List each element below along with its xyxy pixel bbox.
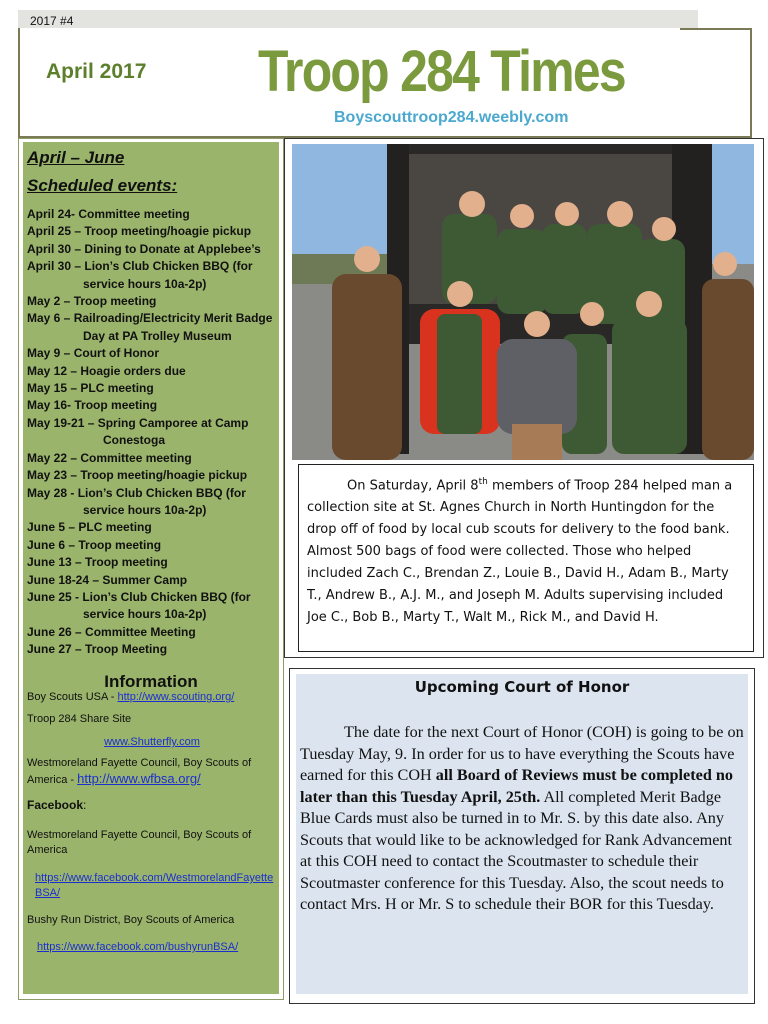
troop-group-photo xyxy=(292,144,754,460)
event-item xyxy=(27,380,277,397)
event-text-continued: Conestoga xyxy=(103,433,166,448)
event-text: June 18-24 – Summer Camp xyxy=(27,572,188,587)
group-photo-illustration xyxy=(292,144,754,460)
event-item xyxy=(27,537,277,554)
event-item xyxy=(27,223,277,240)
event-text: June 26 – Committee Meeting xyxy=(27,624,196,639)
event-text: May 9 – Court of Honor xyxy=(27,346,160,361)
event-item xyxy=(27,241,277,258)
event-text: May 12 – Hoagie orders due xyxy=(27,363,186,378)
issue-number: 2017 #4 xyxy=(30,14,74,28)
facebook-label: Facebook xyxy=(27,798,84,812)
event-text: June 5 – PLC meeting xyxy=(27,520,152,535)
event-text: May 2 – Troop meeting xyxy=(27,294,157,309)
info-share xyxy=(27,735,277,750)
event-text-continued: service hours 10a-2p) xyxy=(83,502,207,517)
event-text: May 22 – Committee meeting xyxy=(27,450,192,465)
event-item xyxy=(27,641,277,658)
sidebar xyxy=(23,142,279,994)
website-link[interactable]: Boyscouttroop284.weebly.com xyxy=(334,109,569,126)
info-bsa-label: Boy Scouts USA - xyxy=(27,691,118,703)
event-item xyxy=(27,450,277,467)
scouting-org-link[interactable]: http://www.scouting.org/ xyxy=(117,691,235,703)
event-item xyxy=(27,415,277,450)
caption-paragraph xyxy=(307,471,745,629)
facebook-bushyrun-link[interactable]: https://www.facebook.com/bushyrunBSA/ xyxy=(37,941,239,953)
issue-month: April 2017 xyxy=(46,60,147,83)
event-text: June 25 - Lion’s Club Chicken BBQ (for xyxy=(27,589,251,604)
info-wfc-label: Westmoreland Fayette Council, Boy Scouts of America - xyxy=(27,757,252,786)
court-of-honor-section xyxy=(296,674,748,994)
event-item xyxy=(27,467,277,484)
event-text: May 19-21 – Spring Camporee at Camp xyxy=(27,415,249,430)
info-fb-bushy xyxy=(27,913,277,928)
wfbsa-link[interactable]: http://www.wfbsa.org/ xyxy=(77,771,201,786)
event-text: April 24- Committee meeting xyxy=(27,207,190,221)
event-item xyxy=(27,554,277,571)
info-fb-wfc xyxy=(27,828,277,858)
event-text: May 23 – Troop meeting/hoagie pickup xyxy=(27,468,248,483)
event-item xyxy=(27,519,277,536)
event-text: June 13 – Troop meeting xyxy=(27,555,168,570)
coh-text-part2: All completed Merit Badge Blue Cards must also be turned in to Mr. S. by this date also. Any Scouts that would like to be acknowledged for Rank Advancement at this COH need to contact the Scoutmaster to schedule their Scoutmaster conference for this Tuesday. Also, the scout needs to contact Mrs. H or Mr. S to schedule their BOR for this Tuesday. xyxy=(300,787,733,913)
facebook-heading xyxy=(27,798,277,813)
event-item xyxy=(27,345,277,362)
events-range-heading: April – June xyxy=(27,148,125,167)
caption-sup: th xyxy=(478,477,488,487)
event-item xyxy=(27,397,277,414)
info-wfc xyxy=(27,756,277,788)
event-item xyxy=(27,624,277,641)
events-list xyxy=(27,206,277,659)
coh-text-part1: The date for the next Court of Honor (COH) is going to be on Tuesday May, 9. In order for us to have everything the Scouts have earned for this COH xyxy=(300,723,744,784)
newsletter-title: Troop 284 Times xyxy=(258,39,625,104)
court-of-honor-body xyxy=(300,722,744,916)
facebook-colon: : xyxy=(83,798,87,812)
court-of-honor-title: Upcoming Court of Honor xyxy=(414,678,630,696)
events-heading: Scheduled events: xyxy=(27,176,178,195)
event-item xyxy=(27,310,277,345)
info-fb-bushy-link xyxy=(27,940,287,955)
event-item xyxy=(27,293,277,310)
info-fb-wfc-link xyxy=(27,871,279,901)
event-text-continued: Day at PA Trolley Museum xyxy=(83,328,232,343)
photo-caption xyxy=(298,464,754,652)
fb-wfc-label: Westmoreland Fayette Council, Boy Scouts of America xyxy=(27,829,252,856)
info-bsa xyxy=(27,690,277,705)
information-heading: Information xyxy=(104,672,198,691)
event-text: May 15 – PLC meeting xyxy=(27,381,154,396)
event-item xyxy=(27,363,277,380)
event-text: June 6 – Troop meeting xyxy=(27,537,162,552)
event-item xyxy=(27,485,277,520)
facebook-wfc-link[interactable]: https://www.facebook.com/WestmorelandFayetteBSA/ xyxy=(35,872,274,899)
masthead-divider xyxy=(680,28,752,30)
caption-lead: On Saturday, April 8 xyxy=(347,478,479,494)
fb-bushy-label: Bushy Run District, Boy Scouts of America xyxy=(27,914,235,926)
masthead xyxy=(18,28,752,138)
event-text: June 27 – Troop Meeting xyxy=(27,642,168,657)
event-text: May 28 - Lion’s Club Chicken BBQ (for xyxy=(27,485,246,500)
event-text: May 16- Troop meeting xyxy=(27,398,158,413)
coh-bold-deadline: all Board of Reviews must be completed no later than this Tuesday April, 25th. xyxy=(300,766,733,806)
caption-text: members of Troop 284 helped man a collection site at St. Agnes Church in North Huntingdon for the drop off of food by local cub scouts for delivery to the food bank. Almost 500 bags of food were collected. Those who helped included Zach C., Brendan Z., Louie B., David H., Adam B., Marty T., Andrew B., A.J. M., and Joseph M. Adults supervising included Joe C., Bob B., Marty T., Walt M., Rick M., and David H. xyxy=(307,478,733,626)
event-text: April 25 – Troop meeting/hoagie pickup xyxy=(27,224,252,239)
shutterfly-link[interactable]: www.Shutterfly.com xyxy=(104,736,200,748)
event-item xyxy=(27,206,277,223)
event-text: May 6 – Railroading/Electricity Merit Badge xyxy=(27,311,273,326)
event-text-continued: service hours 10a-2p) xyxy=(83,607,207,622)
event-text-continued: service hours 10a-2p) xyxy=(83,276,207,291)
court-of-honor-paragraph xyxy=(300,722,744,916)
info-share-label: Troop 284 Share Site xyxy=(27,713,132,725)
event-item xyxy=(27,258,277,293)
event-item xyxy=(27,589,277,624)
event-text: April 30 – Dining to Donate at Applebee’s xyxy=(27,241,261,256)
event-item xyxy=(27,572,277,589)
event-text: April 30 – Lion’s Club Chicken BBQ (for xyxy=(27,259,253,274)
